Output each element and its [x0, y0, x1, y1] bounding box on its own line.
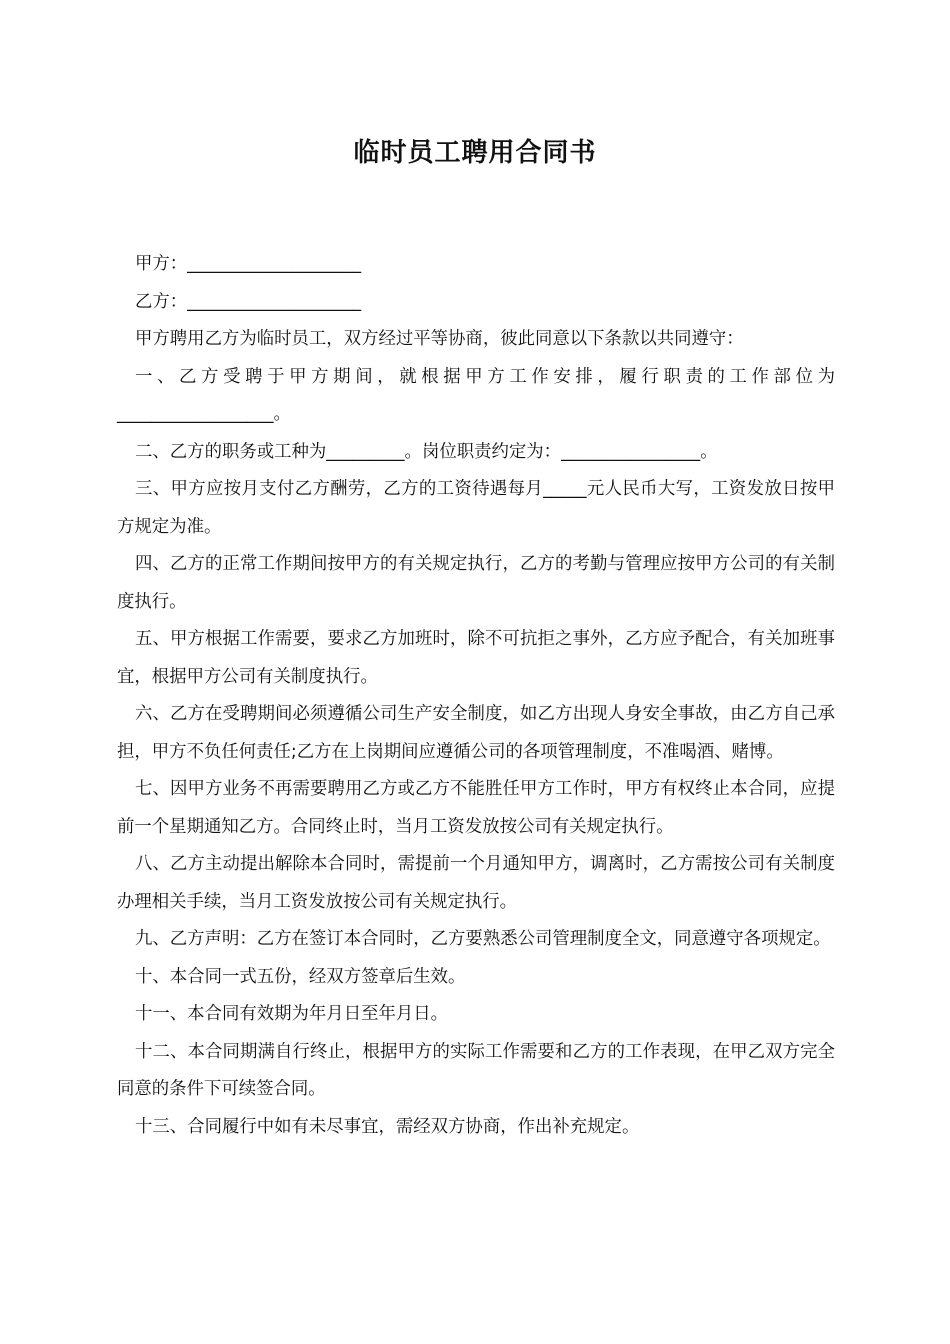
intro-paragraph: 甲方聘用乙方为临时员工，双方经过平等协商，彼此同意以下条款以共同遵守：	[135, 329, 744, 349]
document-title: 临时员工聘用合同书	[353, 138, 597, 168]
party-a-line: 甲方：____________________	[135, 254, 362, 274]
contract-body	[117, 246, 835, 1146]
clause-12: 十二、本合同期满自行终止，根据甲方的实际工作需要和乙方的工作表现，在甲乙双方完全同意的条件下可续签合同。	[117, 1041, 835, 1099]
clause-10: 十、本合同一式五份，经双方签章后生效。	[135, 966, 466, 987]
clause-9: 九、乙方声明：乙方在签订本合同时，乙方要熟悉公司管理制度全文，同意遵守各项规定。	[135, 929, 831, 949]
clause-13: 十三、合同履行中如有未尽事宜，需经双方协商，作出补充规定。	[135, 1116, 640, 1137]
clause-11: 十一、本合同有效期为年月日至年月日。	[135, 1004, 449, 1024]
party-b-line: 乙方：____________________	[135, 291, 362, 312]
clause-8: 八、乙方主动提出解除本合同时，需提前一个月通知甲方，调离时，乙方需按公司有关制度办理相关手续，当月工资发放按公司有关规定执行。	[117, 854, 835, 912]
clause-7: 七、因甲方业务不再需要聘用乙方或乙方不能胜任甲方工作时，甲方有权终止本合同，应提前一个星期通知乙方。合同终止时，当月工资发放按公司有关规定执行。	[117, 779, 835, 837]
clause-3: 三、甲方应按月支付乙方酬劳，乙方的工资待遇每月_____元人民币大写，工资发放日按甲方规定为准。	[117, 479, 835, 537]
clause-4: 四、乙方的正常工作期间按甲方的有关规定执行，乙方的考勤与管理应按甲方公司的有关制度执行。	[117, 554, 835, 612]
clause-2: 二、乙方的职务或工种为_________。岗位职责约定为：________________。	[135, 441, 718, 462]
clause-1: 一、乙方受聘于甲方期间，就根据甲方工作安排，履行职责的工作部位为__________________。	[117, 366, 835, 424]
clause-6: 六、乙方在受聘期间必须遵循公司生产安全制度，如乙方出现人身安全事故，由乙方自己承担，甲方不负任何责任;乙方在上岗期间应遵循公司的各项管理制度，不准喝酒、赌博。	[117, 704, 835, 762]
clause-5: 五、甲方根据工作需要，要求乙方加班时，除不可抗拒之事外，乙方应予配合，有关加班事宜，根据甲方公司有关制度执行。	[117, 629, 835, 687]
